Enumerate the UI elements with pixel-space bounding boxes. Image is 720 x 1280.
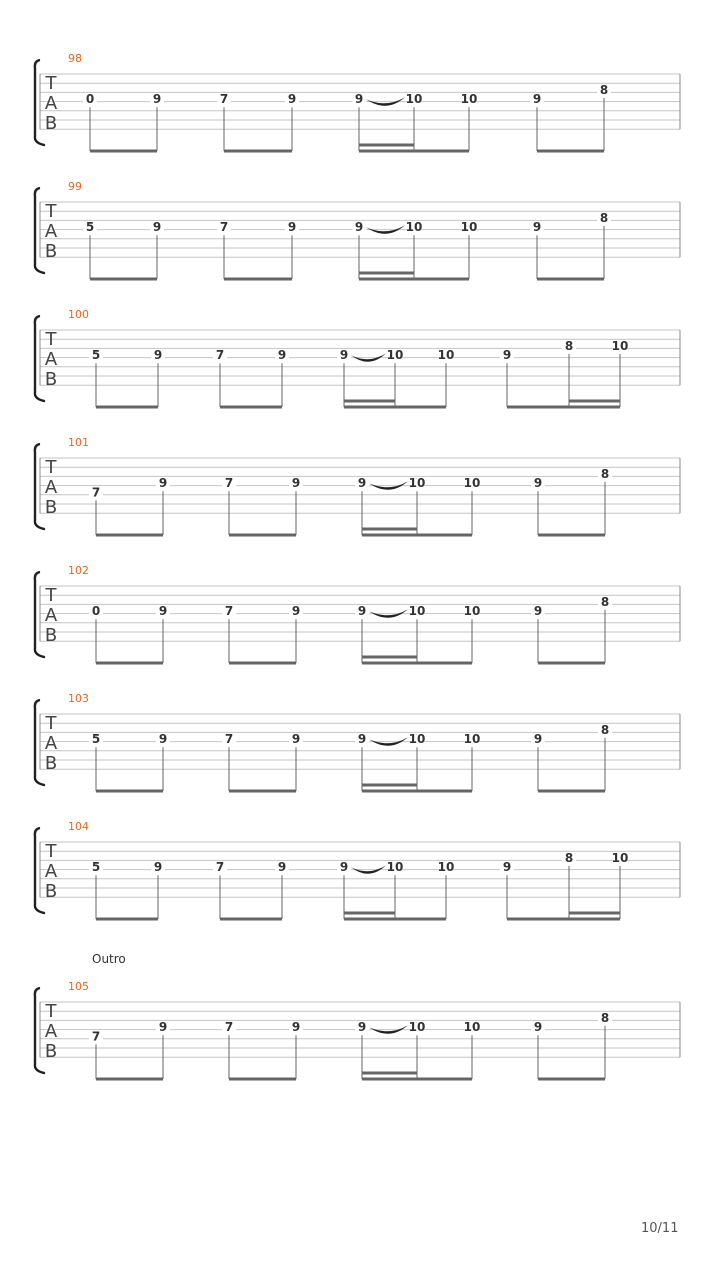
fret-number: 9 — [502, 860, 512, 875]
note-beam — [96, 918, 158, 921]
note-beam — [96, 790, 163, 793]
note-beam — [229, 534, 296, 537]
fret-number: 9 — [291, 732, 301, 747]
fret-number: 0 — [85, 92, 95, 107]
note-beam — [344, 400, 395, 403]
fret-number: 8 — [600, 723, 610, 737]
fret-number: 10 — [405, 220, 423, 235]
note-beam — [359, 272, 414, 275]
note-beam — [359, 150, 469, 153]
tab-clef-letter: T — [45, 457, 57, 478]
note-beam — [362, 662, 472, 665]
fret-number: 9 — [277, 860, 287, 875]
fret-number: 8 — [600, 467, 610, 481]
fret-number: 10 — [386, 860, 404, 875]
fret-number: 8 — [600, 595, 610, 609]
fret-number: 7 — [224, 476, 234, 491]
page-number: 10/11 — [641, 1221, 679, 1236]
note-beam — [224, 150, 292, 153]
fret-number: 10 — [463, 604, 481, 619]
note-beam — [362, 656, 417, 659]
note-beam — [362, 790, 472, 793]
note-beam — [96, 1078, 163, 1081]
fret-number: 10 — [463, 476, 481, 491]
fret-number: 5 — [91, 732, 101, 747]
note-beam — [569, 400, 620, 403]
tab-clef-letter: B — [44, 113, 58, 134]
fret-number: 9 — [158, 476, 168, 491]
note-beam — [96, 662, 163, 665]
fret-number: 9 — [339, 860, 349, 875]
fret-number: 9 — [357, 1020, 367, 1035]
fret-number: 8 — [564, 339, 574, 353]
fret-number: 9 — [153, 348, 163, 363]
fret-number: 9 — [532, 220, 542, 235]
fret-number: 5 — [85, 220, 95, 235]
tab-clef-letter: T — [45, 1001, 57, 1022]
note-beam — [96, 406, 158, 409]
fret-number: 10 — [460, 92, 478, 107]
fret-number: 9 — [158, 604, 168, 619]
fret-number: 10 — [460, 220, 478, 235]
note-beam — [362, 1078, 472, 1081]
fret-number: 9 — [533, 1020, 543, 1035]
tab-clef-letter: B — [44, 497, 58, 518]
fret-number: 9 — [152, 92, 162, 107]
note-beam — [344, 912, 395, 915]
fret-number: 10 — [611, 339, 629, 353]
note-beam — [229, 790, 296, 793]
note-beam — [344, 406, 446, 409]
fret-number: 8 — [599, 83, 609, 97]
note-beam — [229, 662, 296, 665]
tab-clef-letter: T — [45, 713, 57, 734]
fret-number: 10 — [386, 348, 404, 363]
fret-number: 7 — [215, 348, 225, 363]
note-beam — [220, 406, 282, 409]
fret-number: 9 — [153, 860, 163, 875]
fret-number: 9 — [533, 476, 543, 491]
note-beam — [507, 918, 620, 921]
tab-clef-letter: B — [44, 1041, 58, 1062]
fret-number: 7 — [215, 860, 225, 875]
fret-number: 9 — [152, 220, 162, 235]
fret-number: 9 — [357, 732, 367, 747]
note-beam — [538, 1078, 605, 1081]
tab-clef-letter: A — [44, 349, 58, 370]
note-beam — [90, 278, 157, 281]
fret-number: 10 — [437, 348, 455, 363]
tab-clef-letter: A — [44, 733, 58, 754]
note-beam — [90, 150, 157, 153]
fret-number: 9 — [291, 476, 301, 491]
note-beam — [344, 918, 446, 921]
tab-clef-letter: A — [44, 1021, 58, 1042]
note-beam — [537, 278, 604, 281]
fret-number: 9 — [277, 348, 287, 363]
note-beam — [96, 534, 163, 537]
note-beam — [359, 278, 469, 281]
fret-number: 9 — [532, 92, 542, 107]
fret-number: 7 — [224, 604, 234, 619]
note-beam — [224, 278, 292, 281]
fret-number: 7 — [224, 1020, 234, 1035]
fret-number: 10 — [408, 1020, 426, 1035]
tab-clef-letter: B — [44, 625, 58, 646]
note-beam — [507, 406, 620, 409]
note-beam — [362, 528, 417, 531]
measure-number: 99 — [68, 180, 82, 193]
fret-number: 7 — [219, 220, 229, 235]
note-beam — [537, 150, 604, 153]
tab-clef-letter: B — [44, 241, 58, 262]
fret-number: 9 — [158, 1020, 168, 1035]
measure-number: 105 — [68, 980, 89, 993]
fret-number: 9 — [357, 476, 367, 491]
note-beam — [362, 534, 472, 537]
tab-clef-letter: A — [44, 477, 58, 498]
fret-number: 10 — [408, 476, 426, 491]
fret-number: 10 — [463, 1020, 481, 1035]
measure-number: 102 — [68, 564, 89, 577]
measure-number: 98 — [68, 52, 82, 65]
measure-number: 100 — [68, 308, 89, 321]
note-beam — [362, 1072, 417, 1075]
section-marker-label: Outro — [92, 952, 126, 966]
fret-number: 10 — [611, 851, 629, 865]
tab-clef-letter: B — [44, 369, 58, 390]
fret-number: 8 — [599, 211, 609, 225]
fret-number: 9 — [354, 92, 364, 107]
fret-number: 9 — [287, 92, 297, 107]
note-beam — [362, 784, 417, 787]
tab-clef-letter: A — [44, 221, 58, 242]
tab-clef-letter: T — [45, 585, 57, 606]
fret-number: 10 — [408, 732, 426, 747]
measure-number: 104 — [68, 820, 89, 833]
fret-number: 9 — [339, 348, 349, 363]
note-beam — [538, 534, 605, 537]
fret-number: 9 — [291, 1020, 301, 1035]
tab-clef-letter: A — [44, 605, 58, 626]
tab-clef-letter: T — [45, 73, 57, 94]
tab-clef-letter: T — [45, 841, 57, 862]
fret-number: 9 — [287, 220, 297, 235]
tab-clef-letter: A — [44, 861, 58, 882]
note-beam — [538, 790, 605, 793]
fret-number: 7 — [91, 485, 101, 500]
tab-clef-letter: A — [44, 93, 58, 114]
fret-number: 10 — [408, 604, 426, 619]
fret-number: 7 — [224, 732, 234, 747]
fret-number: 10 — [463, 732, 481, 747]
fret-number: 8 — [600, 1011, 610, 1025]
note-beam — [229, 1078, 296, 1081]
fret-number: 9 — [502, 348, 512, 363]
fret-number: 10 — [405, 92, 423, 107]
fret-number: 5 — [91, 348, 101, 363]
fret-number: 10 — [437, 860, 455, 875]
fret-number: 9 — [354, 220, 364, 235]
fret-number: 9 — [357, 604, 367, 619]
fret-number: 9 — [158, 732, 168, 747]
fret-number: 9 — [533, 604, 543, 619]
measure-number: 103 — [68, 692, 89, 705]
fret-number: 7 — [91, 1029, 101, 1044]
tab-clef-letter: B — [44, 881, 58, 902]
note-beam — [569, 912, 620, 915]
tab-clef-letter: T — [45, 201, 57, 222]
note-beam — [359, 144, 414, 147]
tab-clef-letter: B — [44, 753, 58, 774]
fret-number: 7 — [219, 92, 229, 107]
fret-number: 9 — [533, 732, 543, 747]
fret-number: 9 — [291, 604, 301, 619]
tab-clef-letter: T — [45, 329, 57, 350]
note-beam — [538, 662, 605, 665]
note-beam — [220, 918, 282, 921]
measure-number: 101 — [68, 436, 89, 449]
fret-number: 5 — [91, 860, 101, 875]
fret-number: 0 — [91, 604, 101, 619]
fret-number: 8 — [564, 851, 574, 865]
